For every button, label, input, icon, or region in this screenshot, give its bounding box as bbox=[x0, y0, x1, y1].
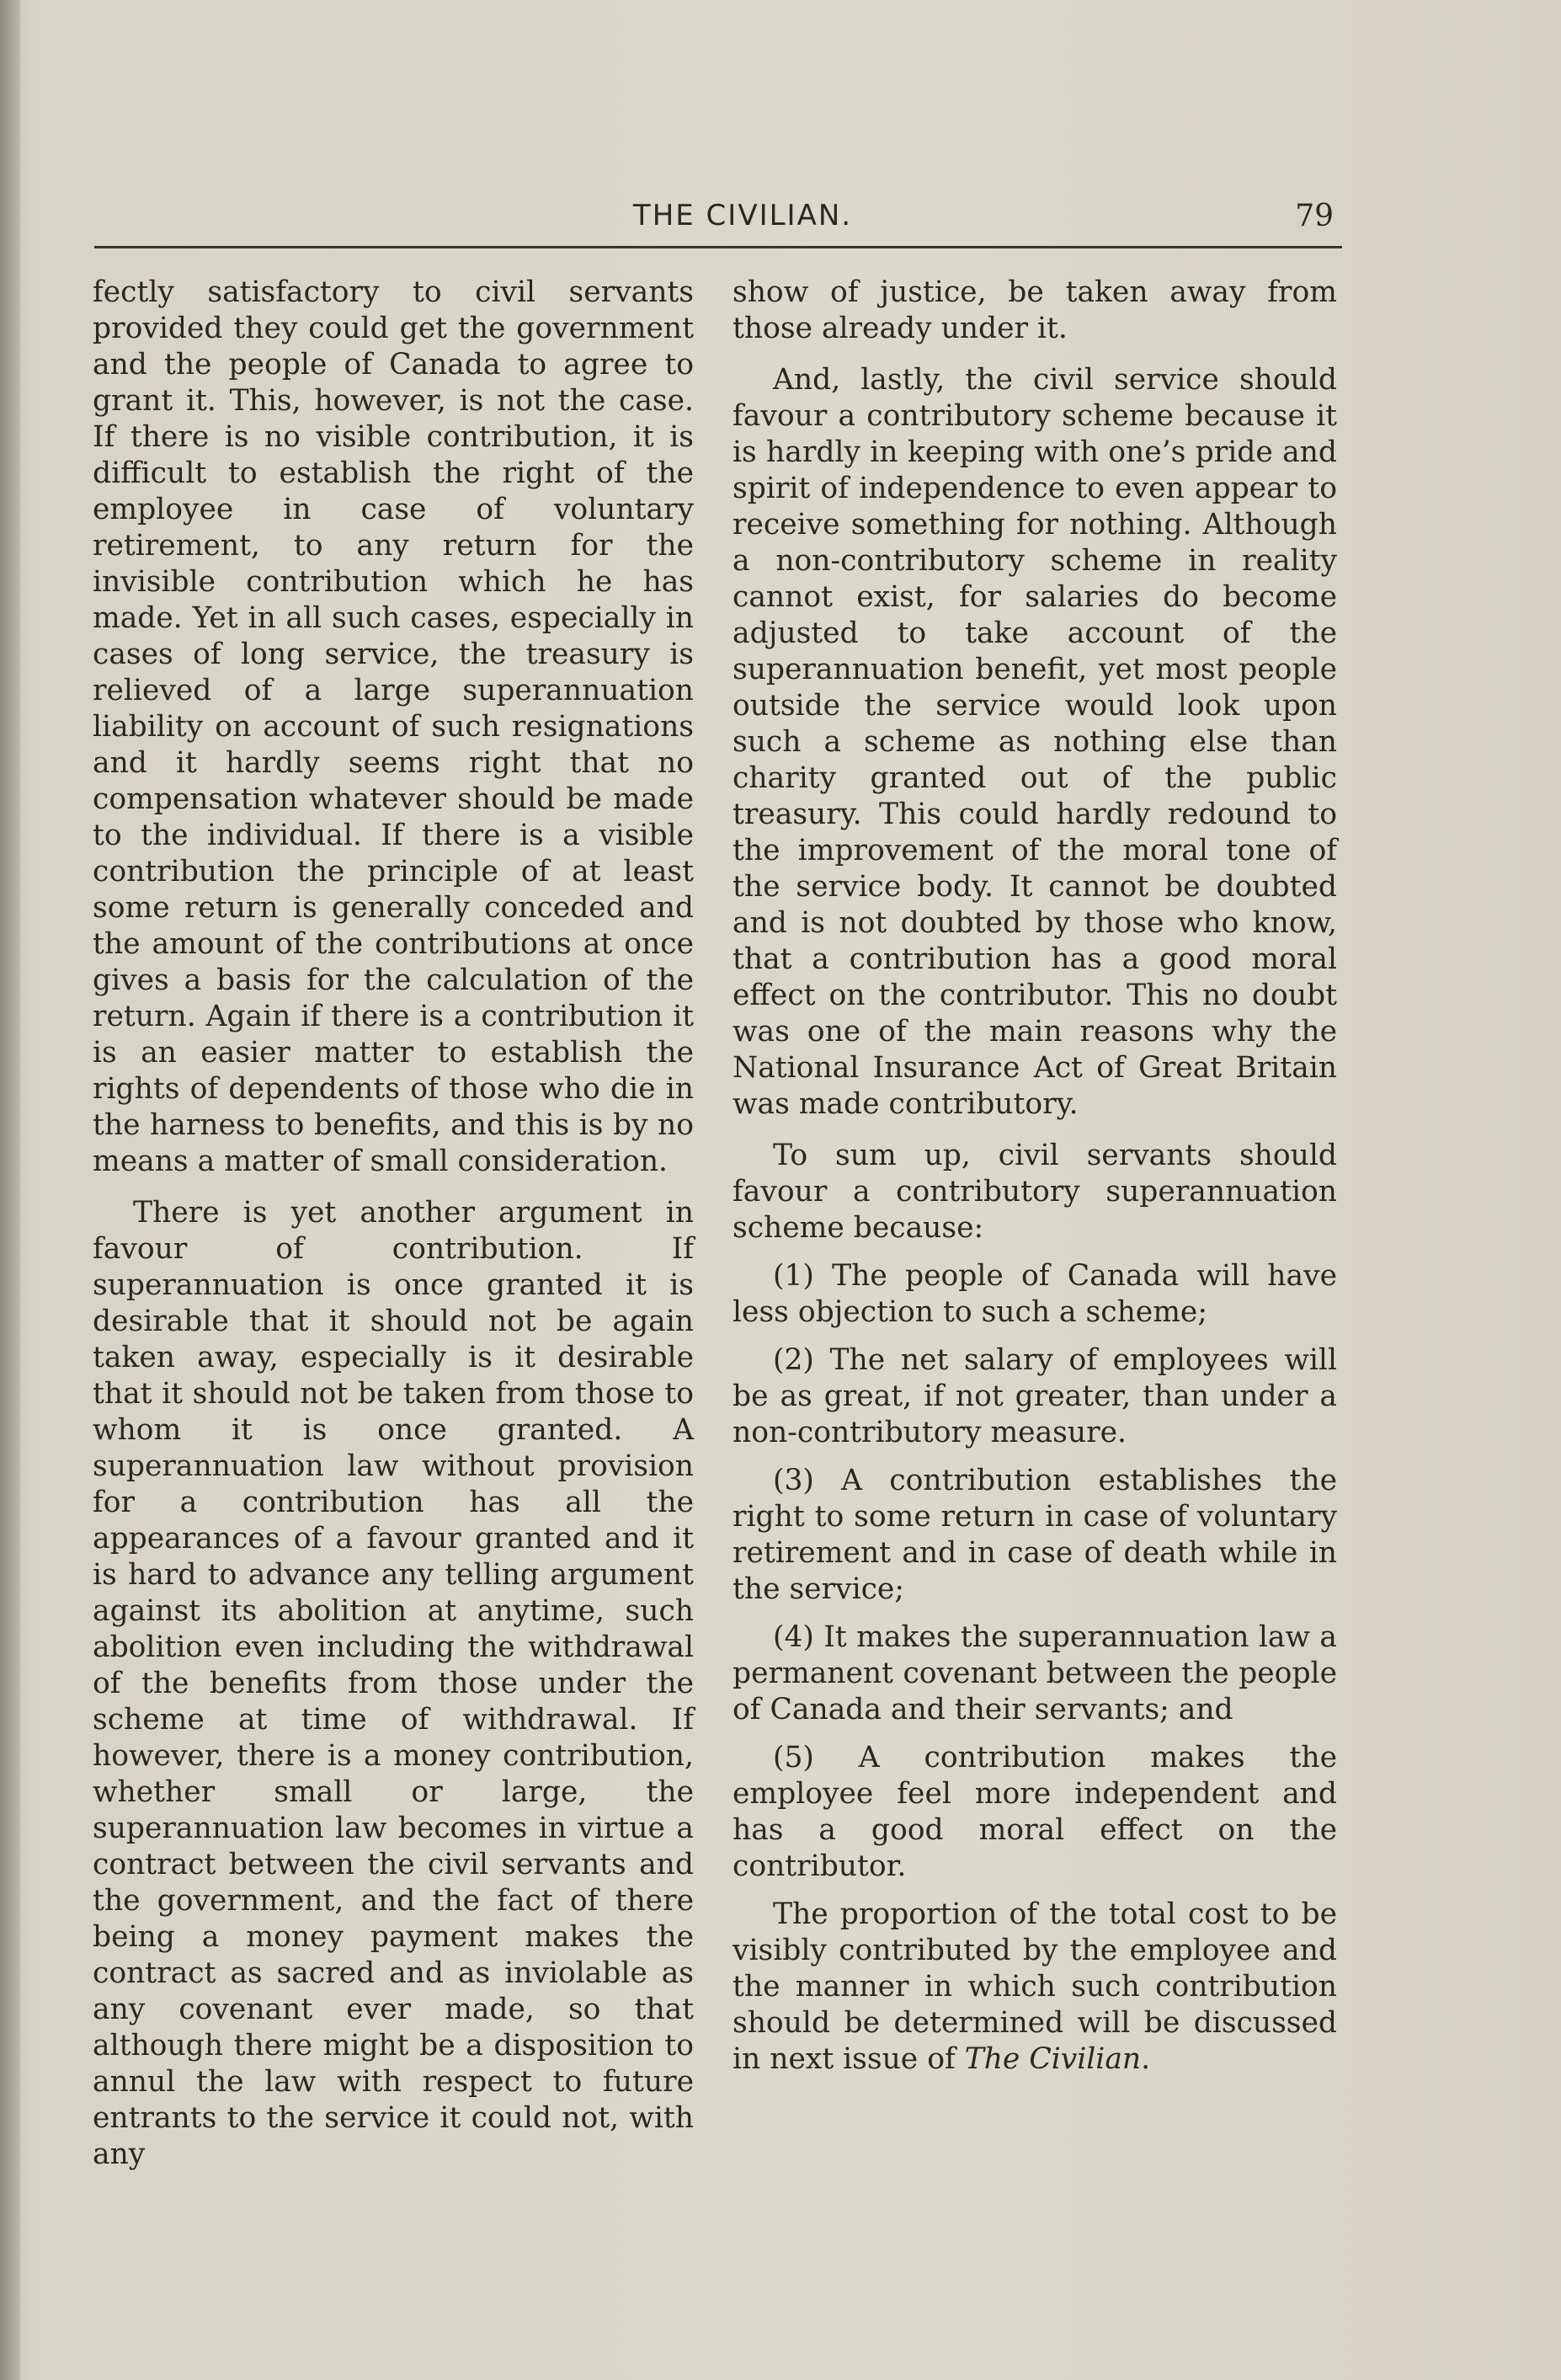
right-column bbox=[733, 275, 1337, 2078]
page-binding-shadow bbox=[0, 0, 20, 2380]
running-head: THE CIVILIAN. bbox=[632, 199, 853, 232]
summary-intro: To sum up, civil servants should favour a contributory superannuation scheme because: bbox=[733, 1139, 1337, 1245]
closing-text: The proportion of the total cost to be visibly contributed by the employee and the manner in which such contribution should be determined will be discussed in next issue of bbox=[733, 1897, 1337, 2076]
reason-3: (3) A contribution establishes the right to some return in case of voluntary retirement and in case of death while in the service; bbox=[733, 1464, 1337, 1606]
paragraph-lastly: And, lastly, the civil service should favour a contributory scheme because it is hardly in keeping with one’s pride and spirit of independence to even appear to receive something for nothing. Although a non-contributory scheme in reality cannot exist, for salaries do become adjusted to take account of the superannuation benefit, yet most people outside the service would look upon such a scheme as nothing else than charity granted out of the public treasury. This could hardly redound to the improvement of the moral tone of the service body. It cannot be doubted and is not doubted by those who know, that a contribution has a good moral effect on the contributor. This no doubt was one of the main reasons why the National Insurance Act of Great Britain was made contributory. bbox=[733, 363, 1337, 1121]
reason-5: (5) A contribution makes the employee feel more independent and has a good moral effect on the contributor. bbox=[733, 1741, 1337, 1883]
closing-period: . bbox=[1141, 2042, 1151, 2076]
reason-1: (1) The people of Canada will have less objection to such a scheme; bbox=[733, 1259, 1337, 1329]
reason-2: (2) The net salary of employees will be as great, if not greater, than under a non-contributory measure. bbox=[733, 1343, 1337, 1449]
page-header bbox=[94, 194, 1339, 244]
reason-4: (4) It makes the superannuation law a permanent covenant between the people of Canada and their servants; and bbox=[733, 1620, 1337, 1726]
page-number: 79 bbox=[1295, 199, 1334, 233]
header-rule bbox=[94, 246, 1342, 248]
paragraph-another-argument: There is yet another argument in favour of contribution. If superannuation is once granted it is desirable that it should not be again taken away, especially is it desirable that it should not be taken from those to whom it is once granted. A superannuation law without provision for a contribution has all the appearances of a favour granted and it is hard to advance any telling argument against its abolition at anytime, such abolition even including the withdrawal of the benefits from those under the scheme at time of withdrawal. If however, there is a money contribution, whether small or large, the superannuation law becomes in virtue a contract between the civil servants and the government, and the fact of there being a money payment makes the contract as sacred and as inviolable as any covenant ever made, so that although there might be a disposition to annul the law with respect to future entrants to the service it could not, with any bbox=[93, 1196, 694, 2171]
paragraph-continued: fectly satisfactory to civil servants provided they could get the government and the people of Canada to agree to grant it. This, however, is not the case. If there is no visible contribution, it is difficult to establish the right of the employee in case of voluntary retirement, to any return for the invisible contribution which he has made. Yet in all such cases, especially in cases of long service, the treasury is relieved of a large superannuation liability on account of such resignations and it hardly seems right that no compensation whatever should be made to the individual. If there is a visible contribution the principle of at least some return is generally conceded and the amount of the contributions at once gives a basis for the calculation of the return. Again if there is a contribution it is an easier matter to establish the rights of dependents of those who die in the harness to benefits, and this is by no means a matter of small consideration. bbox=[93, 275, 694, 1178]
closing-paragraph bbox=[733, 1897, 1337, 2078]
paragraph-continued-right: show of justice, be taken away from those already under it. bbox=[733, 275, 1337, 345]
left-column bbox=[93, 275, 694, 2173]
publication-title: The Civilian bbox=[964, 2042, 1142, 2076]
